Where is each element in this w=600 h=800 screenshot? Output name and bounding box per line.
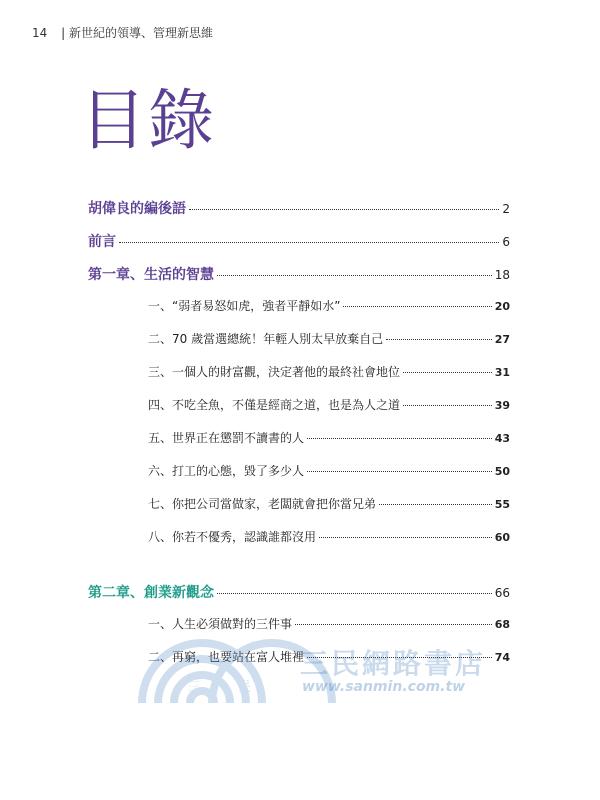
toc-entry-1-5[interactable] xyxy=(148,429,510,446)
watermark-mark-left: 三 xyxy=(187,680,201,695)
toc-page: 6 xyxy=(502,235,510,249)
toc-entry-1-6[interactable] xyxy=(148,462,510,479)
toc-page: 74 xyxy=(494,651,510,664)
toc-label: 一、人生必須做對的三件事 xyxy=(148,617,293,631)
dot-leader xyxy=(379,504,492,505)
toc-label: 前言 xyxy=(88,234,116,250)
toc-page: 43 xyxy=(494,432,510,445)
toc-entry-1-3[interactable] xyxy=(148,363,510,380)
page-number: 14 xyxy=(32,26,48,40)
toc-label: 三、一個人的財富觀，決定著他的最終社會地位 xyxy=(148,365,401,379)
dot-leader xyxy=(217,275,492,276)
toc-entry-afterword[interactable] xyxy=(88,198,510,218)
toc-page: 50 xyxy=(494,465,510,478)
toc-label: 八、你若不優秀，認識誰都沒用 xyxy=(148,530,317,544)
dot-leader xyxy=(319,537,492,538)
dot-leader xyxy=(307,471,492,472)
toc-label: 第二章、創業新觀念 xyxy=(88,585,214,601)
toc-page: 66 xyxy=(494,586,510,600)
running-title: | 新世紀的領導、管理新思維 xyxy=(61,26,213,40)
toc-page: 20 xyxy=(494,300,510,313)
dot-leader xyxy=(189,209,499,210)
toc-page: 18 xyxy=(494,268,510,282)
watermark-mark-right: 民 xyxy=(238,680,252,695)
toc-page: 60 xyxy=(494,531,510,544)
toc-page: 68 xyxy=(494,618,510,631)
toc-label: 七、你把公司當做家，老闆就會把你當兄弟 xyxy=(148,497,377,511)
watermark-name: 三民網路書店 xyxy=(300,647,487,680)
dot-leader xyxy=(217,593,492,594)
toc-label: 四、不吃全魚，不僅是經商之道，也是為人之道 xyxy=(148,398,401,412)
toc-page: 55 xyxy=(494,498,510,511)
toc-entry-preface[interactable] xyxy=(88,231,510,251)
dot-leader xyxy=(403,405,492,406)
toc-entry-chapter-1[interactable] xyxy=(88,264,510,284)
toc-page: 31 xyxy=(494,366,510,379)
toc-label: 二、再窮，也要站在富人堆裡 xyxy=(148,650,305,664)
toc-entry-1-4[interactable] xyxy=(148,396,510,413)
toc-label: 六、打工的心態，毀了多少人 xyxy=(148,464,305,478)
running-header xyxy=(32,24,213,41)
toc-entry-1-7[interactable] xyxy=(148,495,510,512)
toc-entry-1-1[interactable] xyxy=(148,297,510,314)
toc-label: 五、世界正在懲罰不讀書的人 xyxy=(148,431,305,445)
dot-leader xyxy=(307,438,492,439)
watermark-url: www.sanmin.com.tw xyxy=(302,679,466,695)
toc-label: 第一章、生活的智慧 xyxy=(88,267,214,283)
dot-leader xyxy=(386,339,492,340)
toc-page: 27 xyxy=(494,333,510,346)
toc-entry-1-8[interactable] xyxy=(148,528,510,545)
toc-page: 39 xyxy=(494,399,510,412)
page-title: 目錄 xyxy=(80,82,216,159)
toc-entry-1-2[interactable] xyxy=(148,330,510,347)
dot-leader xyxy=(119,242,499,243)
toc-label: 胡偉良的編後語 xyxy=(88,201,186,217)
dot-leader xyxy=(403,372,492,373)
dot-leader xyxy=(343,306,491,307)
toc-entry-chapter-2[interactable] xyxy=(88,582,510,602)
toc-label: 一、“弱者易怒如虎，強者平靜如水” xyxy=(148,299,341,313)
toc-label: 二、70 歲當選總統！年輕人別太早放棄自己 xyxy=(148,332,384,346)
toc-page: 2 xyxy=(502,202,510,216)
